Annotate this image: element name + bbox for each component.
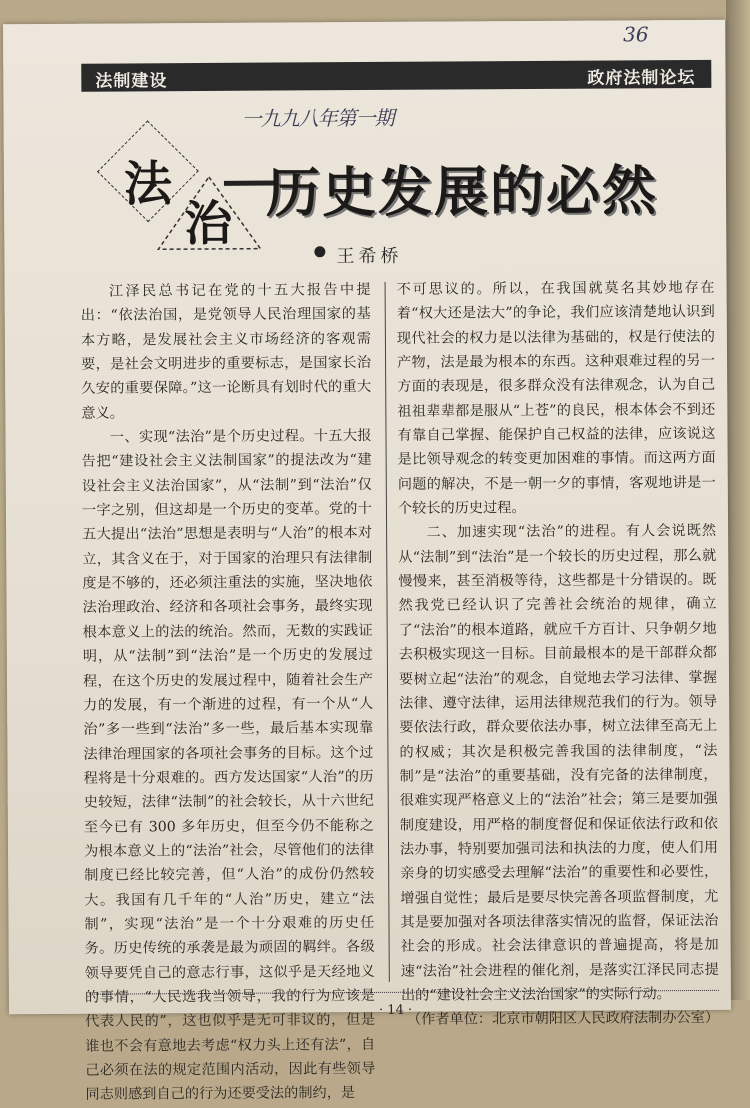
paragraph: 一、实现“法治”是个历史过程。十五大报告把“建设社会主义法制国家”的提法改为“建设社会主义法治国家”，从“法制”到“法治”仅一字之别，但这却是一个历史的变革。党的十五大提出“法治”思想是表明与“人治”的根本对立，其含义在于，对于国家的治理只有法律制度是不够的，还必须注重法的实施，坚决地依法治理政治、经济和各项社会事务，最终实现根本意义上的法的统治。然而，无数的实践证明，从“法制”到“法治”是一个历史的发展过程，在这个历史的发展过程中，随着社会生产力的发展，有一个渐进的过程，有一个从“人治”多一些到“法治”多一些，最后基本实现靠法律治理国家的各项社会事务的目标。这个过程将是十分艰难的。西方发达国家“人治”的历史较短，法律“法制”的社会较长，从十六世纪至今已有 300 多年历史，但至今仍不能称之为根本意义上的“法治”社会，尽管他们的法律制度已经比较完善，但“人治”的成份仍然较大。我国有几千年的“人治”历史，建立“法制”，实现“法治”是一个十分艰难的历史任务。历史传统的承袭是最为顽固的羁绊。各级领导要凭自己的意志行事，这似乎是天经地义的事情，“人民选我当领导，我的行为应该是代表人民的”，这也似乎是无可非议的，但是谁也不会有意地去考虑“权力头上还有法”，自己必须在法的规定范围内活动，因此有些领导同志则感到自己的行为还要受法的制约，是 (81, 428, 376, 1104)
title-char-fa: 法 (123, 156, 173, 213)
left-column (81, 278, 376, 1107)
paragraph: 不可思议的。所以，在我国就莫名其妙地存在着“权大还是法大”的争论，我们应该清楚地认识到现代社会的权力是以法律为基础的，权是行使法的产物，法是最为根本的东西。这种艰难过程的另一方面的表现是，很多群众没有法律观念，认为自己祖祖辈辈都是服从“上苍”的良民，根本体会不到还有靠自己掌握、能保护自己权益的法律，应该说这是比领导观念的转变更加困难的事情。而这两方面问题的解决，不是一朝一夕的事情，客观地讲是一个较长的历史过程。 (396, 279, 716, 517)
author-unit: （作者单位：北京市朝阳区人民政府法制办公室） (406, 1010, 720, 1029)
handwritten-page-number: 36 (622, 22, 649, 47)
column-divider (385, 282, 390, 982)
title-char-zhi: 治 (184, 195, 233, 253)
paragraph: 二、加速实现“法治”的进程。有人会说既然从“法制”到“法治”是一个较长的历史过程，那么就慢慢来，甚至消极等待，这些都是十分错误的。既然我党已经认识了完善社会统治的规律，确立了“法治”的根本道路，就应千方百计、只争朝夕地去积极实现这一目标。目前最根本的是干部群众都要树立起“法治”的观念，自觉地去学习法律、掌握法律、遵守法律，运用法律规范我们的行为。领导要依法行政，群众要依法办事，树立法律至高无上的权威；其次是积极完善我国的法律制度，“法制”是“法治”的重要基础，没有完备的法律制度，很难实现严格意义上的“法治”社会；第三是要加强制度建设，用严格的制度督促和保证依法行政和依法办事，特别要加强司法和执法的力度，使人们用亲身的切实感受去理解“法治”的重要性和必要性，增强自觉性；最后是要尽快完善各项监督制度，尤其是要加强对各项法律落实情况的监督，保证法治社会的形成。社会法律意识的普遍提高，将是加速“法治”社会进程的催化剂，是落实江泽民同志提出的“建设社会主义法治国家”的实际行动。 (398, 523, 719, 1004)
paragraph: 江泽民总书记在党的十五大报告中提出：“依法治国，是党领导人民治理国家的基本方略，是发展社会主义市场经济的客观需要，是社会文明进步的重要标志，是国家长治久安的重要保障。”这一论断具有划时代的重大意义。 (80, 281, 372, 422)
right-column (397, 276, 720, 1033)
handwritten-date: 一九九八年第一期 (241, 105, 394, 131)
article-title: 历史发展的必然 (265, 159, 659, 225)
section-header-bar (81, 60, 711, 92)
section-label-right: 政府法制论坛 (587, 67, 696, 89)
page-number: · 14 · (378, 1002, 413, 1018)
section-label-left: 法制建设 (95, 71, 168, 92)
byline-bullet (314, 246, 325, 257)
magazine-page (3, 20, 731, 1104)
author-name: 王希桥 (336, 245, 403, 268)
